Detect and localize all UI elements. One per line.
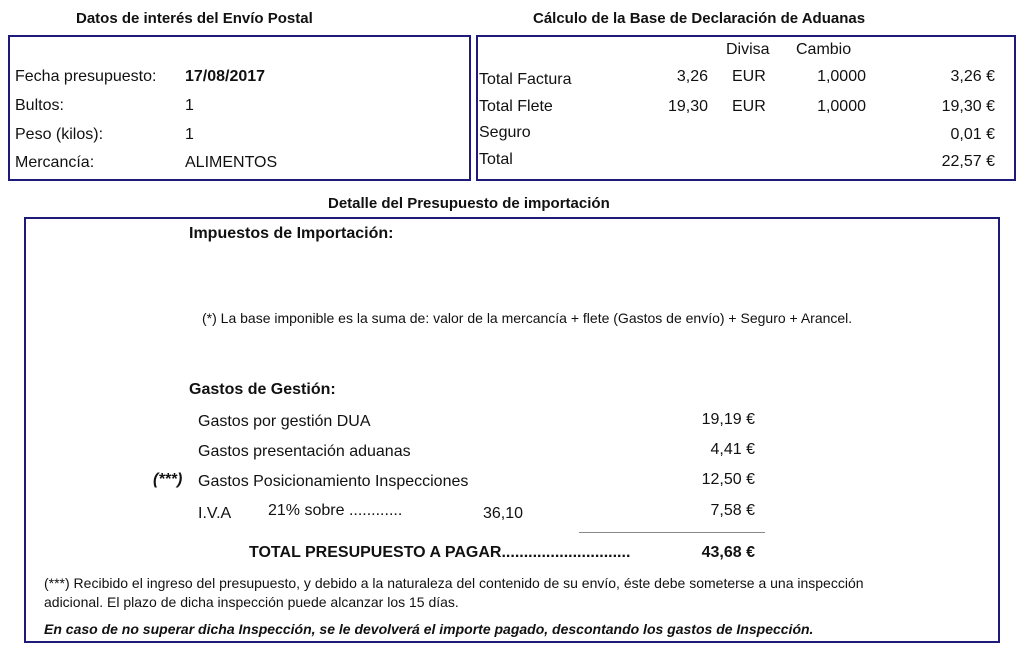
freight-total-rate: 1,0000	[817, 98, 866, 115]
invoice-total-value: 3,26 €	[950, 68, 995, 85]
freight-total-value: 19,30 €	[941, 98, 995, 115]
grand-total-value: 22,57 €	[941, 153, 995, 170]
management-fees-heading: Gastos de Gestión:	[189, 381, 336, 398]
currency-column-header: Divisa	[726, 41, 770, 58]
import-budget-title: Detalle del Presupuesto de importación	[328, 195, 610, 212]
inspection-fee-label: Gastos Posicionamiento Inspecciones	[198, 473, 469, 490]
total-divider	[579, 532, 765, 533]
total-budget-label: TOTAL PRESUPUESTO A PAGAR.............................	[249, 544, 631, 561]
inspection-refund-warning: En caso de no superar dicha Inspección, se le devolverá el importe pagado, descontando los gastos de Inspección.	[44, 621, 814, 637]
invoice-total-label: Total Factura	[479, 71, 572, 88]
shipment-data-title: Datos de interés del Envío Postal	[76, 10, 313, 27]
customs-base-title: Cálculo de la Base de Declaración de Aduanas	[533, 10, 866, 27]
budget-date-value: 17/08/2017	[185, 68, 266, 85]
weight-value: 1	[185, 126, 194, 143]
vat-rate-text: 21% sobre ............	[268, 502, 403, 519]
inspection-footnote-line1: (***) Recibido el ingreso del presupuesto, y debido a la naturaleza del contenido de su envío, éste debe someterse a una inspección	[44, 575, 864, 591]
inspection-fee-amount: 12,50 €	[701, 471, 755, 488]
insurance-label: Seguro	[479, 124, 531, 141]
invoice-total-currency: EUR	[732, 68, 766, 85]
freight-total-currency: EUR	[732, 98, 766, 115]
dua-fee-amount: 19,19 €	[701, 411, 755, 428]
grand-total-label: Total	[479, 151, 513, 168]
customs-presentation-fee-amount: 4,41 €	[710, 441, 755, 458]
total-budget-amount: 43,68 €	[701, 544, 755, 561]
vat-label: I.V.A	[198, 505, 232, 522]
inspection-marker: (***)	[153, 471, 183, 488]
packages-value: 1	[185, 97, 194, 114]
freight-total-amount: 19,30	[667, 98, 708, 115]
dua-fee-label: Gastos por gestión DUA	[198, 413, 371, 430]
budget-date-label: Fecha presupuesto:	[15, 68, 157, 85]
import-taxes-heading: Impuestos de Importación:	[189, 225, 394, 242]
vat-amount: 7,58 €	[710, 502, 755, 519]
inspection-footnote-line2: adicional. El plazo de dicha inspección puede alcanzar los 15 días.	[44, 594, 459, 610]
freight-total-label: Total Flete	[479, 98, 553, 115]
invoice-total-amount: 3,26	[676, 68, 708, 85]
rate-column-header: Cambio	[796, 41, 852, 58]
goods-label: Mercancía:	[15, 154, 95, 171]
weight-label: Peso (kilos):	[15, 126, 104, 143]
packages-label: Bultos:	[15, 97, 64, 114]
customs-presentation-fee-label: Gastos presentación aduanas	[198, 443, 411, 460]
taxable-base-note: (*) La base imponible es la suma de: valor de la mercancía + flete (Gastos de envío) + Seguro + Arancel.	[202, 310, 853, 326]
invoice-total-rate: 1,0000	[817, 68, 866, 85]
insurance-value: 0,01 €	[950, 126, 995, 143]
vat-base: 36,10	[483, 505, 524, 522]
goods-value: ALIMENTOS	[185, 154, 278, 171]
